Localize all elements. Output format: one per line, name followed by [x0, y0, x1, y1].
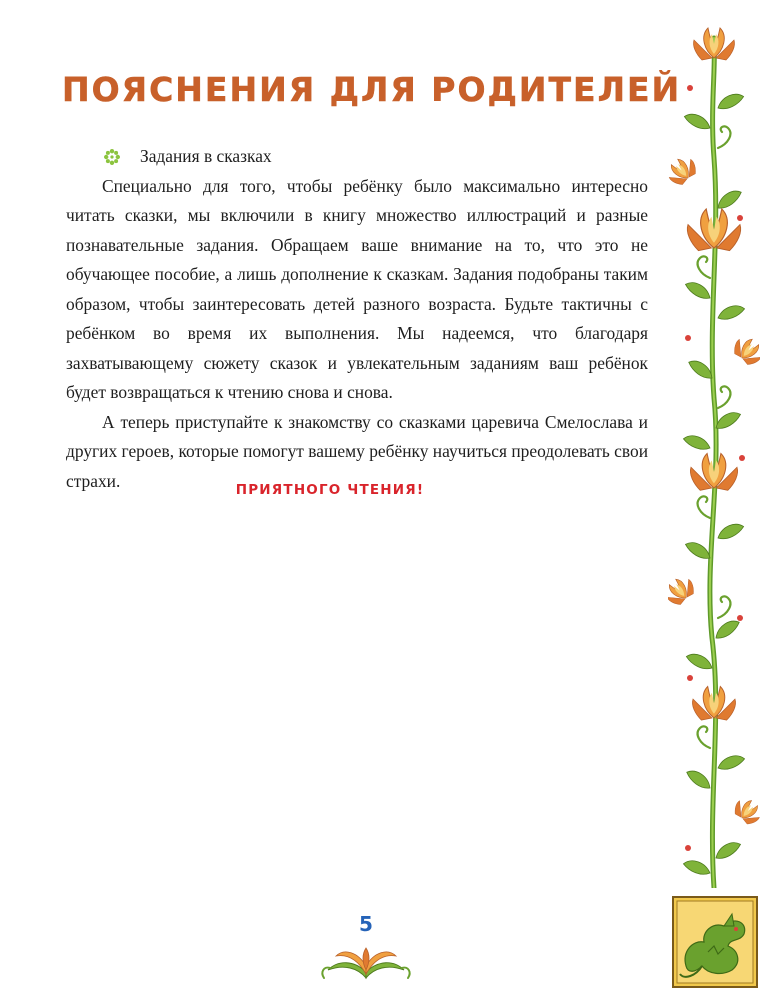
- paragraph-1: Специально для того, чтобы ребёнку было максимально интересно читать сказки, мы включили в книгу множество иллюстраций и разные познавательные задания. Обращаем ваше внимание на то, что это не обучающее пособие, а лишь дополнение к сказкам. Задания подобраны таким образом, чтобы заинтересовать детей разного возраста. Будьте тактичны с ребёнком во время их выполнения. Мы надеемся, что благодаря захватывающему сюжету сказок и увлекательным заданиям ваш ребёнок будет возвращаться к чтению снова и снова.: [66, 175, 648, 402]
- flower-icon: [104, 149, 120, 165]
- body-text: [66, 142, 648, 496]
- page-title: ПОЯСНЕНИЯ ДЛЯ РОДИТЕЛЕЙ: [62, 70, 682, 109]
- floral-border-ornament: [668, 18, 760, 888]
- page-number-ornament: [318, 912, 414, 984]
- dragon-corner-ornament: [672, 896, 758, 988]
- page-number: 5: [359, 912, 373, 936]
- section-heading: [66, 142, 648, 172]
- paragraph-2: А теперь приступайте к знакомству со сказками царевича Смелослава и других героев, которые помогут вашему ребёнку научиться преодолевать свои страхи.: [66, 411, 648, 491]
- closing-text: ПРИЯТНОГО ЧТЕНИЯ!: [235, 482, 425, 498]
- section-heading-text: Задания в сказках: [140, 146, 272, 166]
